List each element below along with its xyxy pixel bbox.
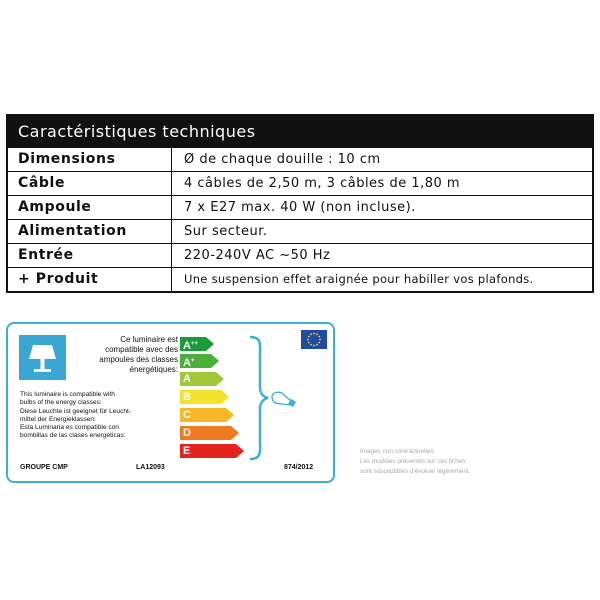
spec-value: 220-240V AC ~50 Hz: [184, 248, 331, 263]
energy-class-e: E: [180, 444, 236, 458]
energy-class-a-plus-plus: A++: [180, 337, 206, 351]
compatibility-text-de: Diese Leuchte ist geeignet für Leucht-: [20, 407, 132, 415]
spec-value: Une suspension effet araignée pour habiller vos plafonds.: [184, 272, 534, 286]
brand-name: GROUPE CMP: [20, 464, 68, 471]
energy-class-b: B: [180, 390, 221, 404]
energy-class-a-plus: A+: [180, 354, 211, 368]
energy-class-d: D: [180, 426, 231, 440]
spec-label: Alimentation: [8, 220, 172, 243]
lamp-icon: [19, 335, 66, 380]
energy-label: [6, 322, 335, 483]
bracket-icon: [248, 335, 270, 461]
spec-value: Ø de chaque douille : 10 cm: [184, 152, 381, 167]
compatibility-text-multilingual: [20, 391, 180, 441]
product-reference: LA12093: [136, 464, 165, 471]
spec-label: + Produit: [8, 268, 172, 291]
spec-row-dimensions: [8, 147, 592, 171]
spec-value: Sur secteur.: [184, 224, 268, 239]
spec-label: Entrée: [8, 244, 172, 267]
spec-label: Ampoule: [8, 196, 172, 219]
compatibility-text-en: This luminaire is compatible with: [20, 391, 115, 398]
spec-row-input: [8, 243, 592, 267]
disclaimer: Images non contractuelles. Les modèles présentés sur ces fiches sont susceptibles d'évoluer légèrement.: [360, 448, 471, 475]
spec-label: Dimensions: [8, 148, 172, 171]
spec-row-bulb: [8, 195, 592, 219]
compatibility-text-es: bombillas de las clases energéticas:: [20, 432, 126, 440]
compatibility-text-en: bulbs of the energy classes:: [20, 399, 102, 407]
spec-row-product: [8, 267, 592, 291]
spec-value: 4 câbles de 2,50 m, 3 câbles de 1,80 m: [184, 176, 461, 191]
spec-label: Câble: [8, 172, 172, 195]
compatibility-text-de: mittel der Energieklassen:: [20, 415, 96, 423]
compatibility-text-es: Esta Luminaria es compatible con: [20, 424, 119, 432]
spec-value: 7 x E27 max. 40 W (non incluse).: [184, 200, 416, 215]
energy-class-c: C: [180, 408, 226, 422]
eu-flag-icon: [301, 330, 327, 349]
light-bulb-icon: [270, 390, 298, 412]
spec-row-cable: [8, 171, 592, 195]
regulation-number: 874/2012: [284, 464, 314, 471]
spec-table-title: Caractéristiques techniques: [8, 116, 592, 147]
spec-table: [6, 114, 594, 293]
energy-class-a: A: [180, 372, 216, 386]
spec-row-power-supply: [8, 219, 592, 243]
compatibility-text-fr: Ce luminaire est compatible avec des ampoules des classes énergétiques:: [99, 335, 178, 374]
